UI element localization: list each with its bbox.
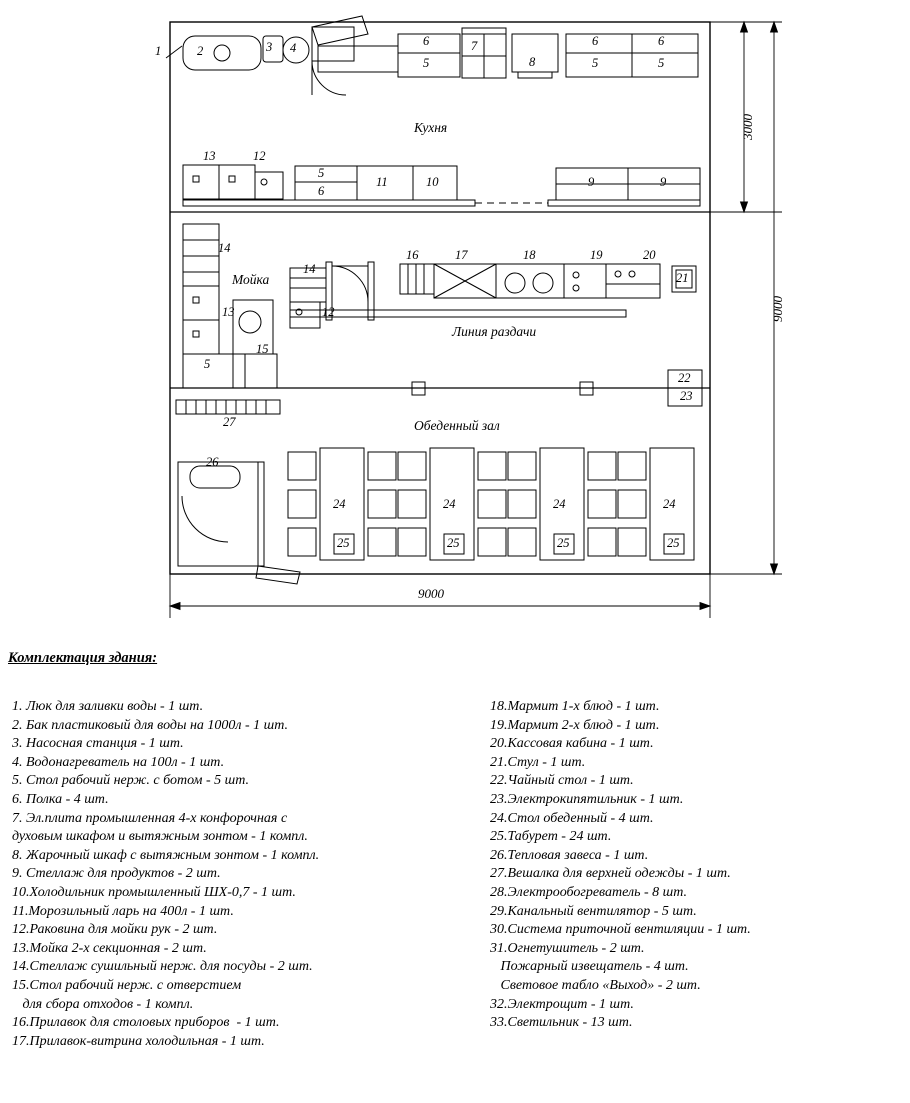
legend-item-index: 28. xyxy=(490,884,508,900)
plan-item-25d: 25 xyxy=(667,536,680,550)
plan-item-12a: 12 xyxy=(253,149,266,163)
legend-item-text: Канальный вентилятор - 5 шт. xyxy=(507,903,697,919)
plan-item-5e: 5 xyxy=(204,357,211,371)
legend-item-index: 26. xyxy=(490,847,508,863)
legend-item-index: 1. xyxy=(12,699,26,714)
plan-item-1: 1 xyxy=(155,44,162,58)
legend-item-index: 29. xyxy=(490,903,508,919)
plan-item-12b: 12 xyxy=(322,305,335,319)
legend-item xyxy=(12,940,452,959)
legend-item xyxy=(490,698,910,717)
plan-item-6b: 6 xyxy=(592,34,599,48)
plan-item-18: 18 xyxy=(523,248,536,262)
dimension-height: 9000 xyxy=(770,296,785,322)
plan-item-17: 17 xyxy=(455,248,468,262)
legend-item-text: Люк для заливки воды - 1 шт. xyxy=(26,699,204,714)
legend-item-text: Морозильный ларь на 400л - 1 шт. xyxy=(28,903,234,919)
legend-title: Комплектация здания: xyxy=(8,650,158,666)
legend-item-index: 31. xyxy=(490,940,508,956)
legend-item-text: Электрокипятильник - 1 шт. xyxy=(507,791,684,807)
legend-item xyxy=(490,772,910,791)
legend-item-index: 17. xyxy=(12,1033,30,1049)
legend-item-text: Стол обеденный - 4 шт. xyxy=(507,810,654,826)
legend-item xyxy=(490,958,910,977)
legend-item xyxy=(12,996,452,1015)
legend-item-index: 33. xyxy=(490,1015,508,1031)
plan-item-3: 3 xyxy=(266,40,273,54)
plan-item-2: 2 xyxy=(197,44,204,58)
legend-item-text: Стол рабочий нерж. с ботом - 5 шт. xyxy=(26,773,250,789)
legend-item xyxy=(12,1014,452,1033)
plan-item-21: 21 xyxy=(676,271,689,285)
legend-item xyxy=(490,754,910,773)
legend-item-index: 23. xyxy=(490,791,508,807)
legend-item-index: 3. xyxy=(12,736,26,752)
legend-item xyxy=(12,791,452,810)
legend-item-text: Холодильник промышленный ШХ-0,7 - 1 шт. xyxy=(29,884,296,900)
legend-item-index: 9. xyxy=(12,866,26,882)
legend-column-left xyxy=(12,698,452,1051)
plan-item-9a: 9 xyxy=(588,175,595,189)
plan-item-5c: 5 xyxy=(658,56,665,70)
legend-item-index: 15. xyxy=(12,977,30,993)
legend-item xyxy=(12,772,452,791)
legend-item-index: 5. xyxy=(12,773,26,789)
legend-item-text: Стол рабочий нерж. с отверстием xyxy=(29,977,242,993)
plan-item-11: 11 xyxy=(376,175,388,189)
legend-item-text: для сбора отходов - 1 компл. xyxy=(12,996,194,1012)
plan-item-27: 27 xyxy=(223,415,236,429)
room-label-serving-line: Линия раздачи xyxy=(452,324,537,339)
legend-item-text: Стул - 1 шт. xyxy=(507,754,586,770)
plan-item-5b: 5 xyxy=(592,56,599,70)
legend-item-index: 11. xyxy=(12,903,29,919)
legend-item-index: 13. xyxy=(12,940,30,956)
legend-item xyxy=(490,977,910,996)
legend-item-text: Стеллаж сушильный нерж. для посуды - 2 шт. xyxy=(29,959,313,975)
plan-item-14b: 14 xyxy=(303,262,316,276)
room-label-washing: Мойка xyxy=(232,272,270,287)
plan-item-24b: 24 xyxy=(443,497,456,511)
plan-item-6d: 6 xyxy=(318,184,325,198)
plan-item-15: 15 xyxy=(256,342,269,356)
legend-item xyxy=(12,958,452,977)
legend-item-text: Тепловая завеса - 1 шт. xyxy=(507,847,649,863)
legend-item xyxy=(490,847,910,866)
legend-item xyxy=(490,884,910,903)
plan-item-16: 16 xyxy=(406,248,419,262)
legend-item xyxy=(12,735,452,754)
legend-item-index: 2. xyxy=(12,717,26,733)
legend-item-text: Раковина для мойки рук - 2 шт. xyxy=(29,922,218,938)
legend-item xyxy=(12,1033,452,1052)
legend-item xyxy=(490,865,910,884)
plan-item-23: 23 xyxy=(680,389,693,403)
legend-item xyxy=(12,865,452,884)
plan-item-25a: 25 xyxy=(337,536,350,550)
legend-column-right xyxy=(490,698,910,1033)
legend-item-index: 4. xyxy=(12,754,26,770)
legend-item-text: Водонагреватель на 100л - 1 шт. xyxy=(26,754,225,770)
plan-item-9b: 9 xyxy=(660,175,667,189)
legend-item-index: 22. xyxy=(490,773,508,789)
legend-item-text: Эл.плита промышленная 4-х конфорочная с xyxy=(26,810,288,826)
legend-item-text: Электрообогреватель - 8 шт. xyxy=(507,884,688,900)
legend-item xyxy=(490,791,910,810)
legend-item xyxy=(490,921,910,940)
legend-item xyxy=(12,884,452,903)
legend-item-text: Электрощит - 1 шт. xyxy=(507,996,634,1012)
legend-item xyxy=(490,903,910,922)
plan-item-8: 8 xyxy=(529,55,536,69)
legend-item-text: Вешалка для верхней одежды - 1 шт. xyxy=(507,866,731,882)
legend-item-text: Мойка 2-х секционная - 2 шт. xyxy=(29,940,207,956)
legend-item xyxy=(490,735,910,754)
legend-item-index: 7. xyxy=(12,810,26,826)
plan-item-7: 7 xyxy=(471,39,478,53)
plan-item-25c: 25 xyxy=(557,536,570,550)
plan-item-20: 20 xyxy=(643,248,656,262)
legend-item-index: 21. xyxy=(490,754,508,770)
legend-item-text: Насосная станция - 1 шт. xyxy=(26,736,184,752)
legend-item-text: Мармит 2-х блюд - 1 шт. xyxy=(507,717,660,733)
legend-item-index: 16. xyxy=(12,1015,30,1031)
legend-item-text: Пожарный извещатель - 4 шт. xyxy=(490,959,689,975)
plan-item-24d: 24 xyxy=(663,497,676,511)
legend-item xyxy=(12,921,452,940)
legend-item xyxy=(490,828,910,847)
plan-item-25b: 25 xyxy=(447,536,460,550)
legend-item xyxy=(490,810,910,829)
legend-item xyxy=(12,754,452,773)
legend-item-index: 32. xyxy=(490,996,508,1012)
legend-item xyxy=(12,903,452,922)
legend-item-text: Кассовая кабина - 1 шт. xyxy=(507,736,654,752)
legend-item-index: 14. xyxy=(12,959,30,975)
legend-item-index: 12. xyxy=(12,922,30,938)
plan-item-4: 4 xyxy=(290,41,297,55)
legend-item xyxy=(490,996,910,1015)
legend-item xyxy=(12,717,452,736)
legend-item-index: 8. xyxy=(12,847,26,863)
legend-item xyxy=(12,810,452,829)
legend-item-index: 27. xyxy=(490,866,508,882)
legend-item-text: Бак пластиковый для воды на 1000л - 1 шт. xyxy=(26,717,289,733)
legend-item-index: 10. xyxy=(12,884,30,900)
legend-item xyxy=(12,828,452,847)
plan-item-26: 26 xyxy=(206,455,219,469)
legend-item-index: 6. xyxy=(12,791,26,807)
legend-item-text: Система приточной вентиляции - 1 шт. xyxy=(507,922,751,938)
legend-item xyxy=(12,847,452,866)
room-label-kitchen: Кухня xyxy=(414,120,448,135)
plan-item-13b: 13 xyxy=(222,305,235,319)
legend-item-text: Светильник - 13 шт. xyxy=(507,1015,633,1031)
legend-item-index: 25. xyxy=(490,829,508,845)
legend-item-text: Прилавок-витрина холодильная - 1 шт. xyxy=(29,1033,265,1049)
legend-item-index: 19. xyxy=(490,717,508,733)
legend-item xyxy=(490,1014,910,1033)
legend-item-index: 20. xyxy=(490,736,508,752)
legend-item-text: Полка - 4 шт. xyxy=(26,791,109,807)
room-label-dining-hall: Обеденный зал xyxy=(414,418,500,433)
plan-item-6a: 6 xyxy=(423,34,430,48)
legend-item-text: духовым шкафом и вытяжным зонтом - 1 компл. xyxy=(12,829,308,845)
legend-item-text: Мармит 1-х блюд - 1 шт. xyxy=(507,699,660,714)
plan-item-24c: 24 xyxy=(553,497,566,511)
legend-item-text: Жарочный шкаф с вытяжным зонтом - 1 компл. xyxy=(26,847,320,863)
plan-item-19: 19 xyxy=(590,248,603,262)
plan-item-24a: 24 xyxy=(333,497,346,511)
legend-item-index: 30. xyxy=(490,922,508,938)
plan-item-10: 10 xyxy=(426,175,439,189)
dimension-width: 9000 xyxy=(418,586,444,601)
legend-item-text: Прилавок для столовых приборов - 1 шт. xyxy=(29,1015,280,1031)
legend-item-text: Чайный стол - 1 шт. xyxy=(507,773,634,789)
legend-item xyxy=(12,977,452,996)
legend-item-text: Световое табло «Выход» - 2 шт. xyxy=(490,977,701,993)
legend-item-index: 18. xyxy=(490,699,508,714)
legend-item-text: Стеллаж для продуктов - 2 шт. xyxy=(26,866,221,882)
plan-item-22: 22 xyxy=(678,371,691,385)
legend-item-text: Огнетушитель - 2 шт. xyxy=(507,940,645,956)
plan-item-14a: 14 xyxy=(218,241,231,255)
legend-item xyxy=(12,698,452,717)
plan-item-13a: 13 xyxy=(203,149,216,163)
legend-item xyxy=(490,940,910,959)
dimension-kitchen-height: 3000 xyxy=(740,114,755,140)
plan-item-5d: 5 xyxy=(318,166,325,180)
plan-item-6c: 6 xyxy=(658,34,665,48)
legend-item xyxy=(490,717,910,736)
legend-item-index: 24. xyxy=(490,810,508,826)
plan-item-5a: 5 xyxy=(423,56,430,70)
legend-item-text: Табурет - 24 шт. xyxy=(507,829,612,845)
